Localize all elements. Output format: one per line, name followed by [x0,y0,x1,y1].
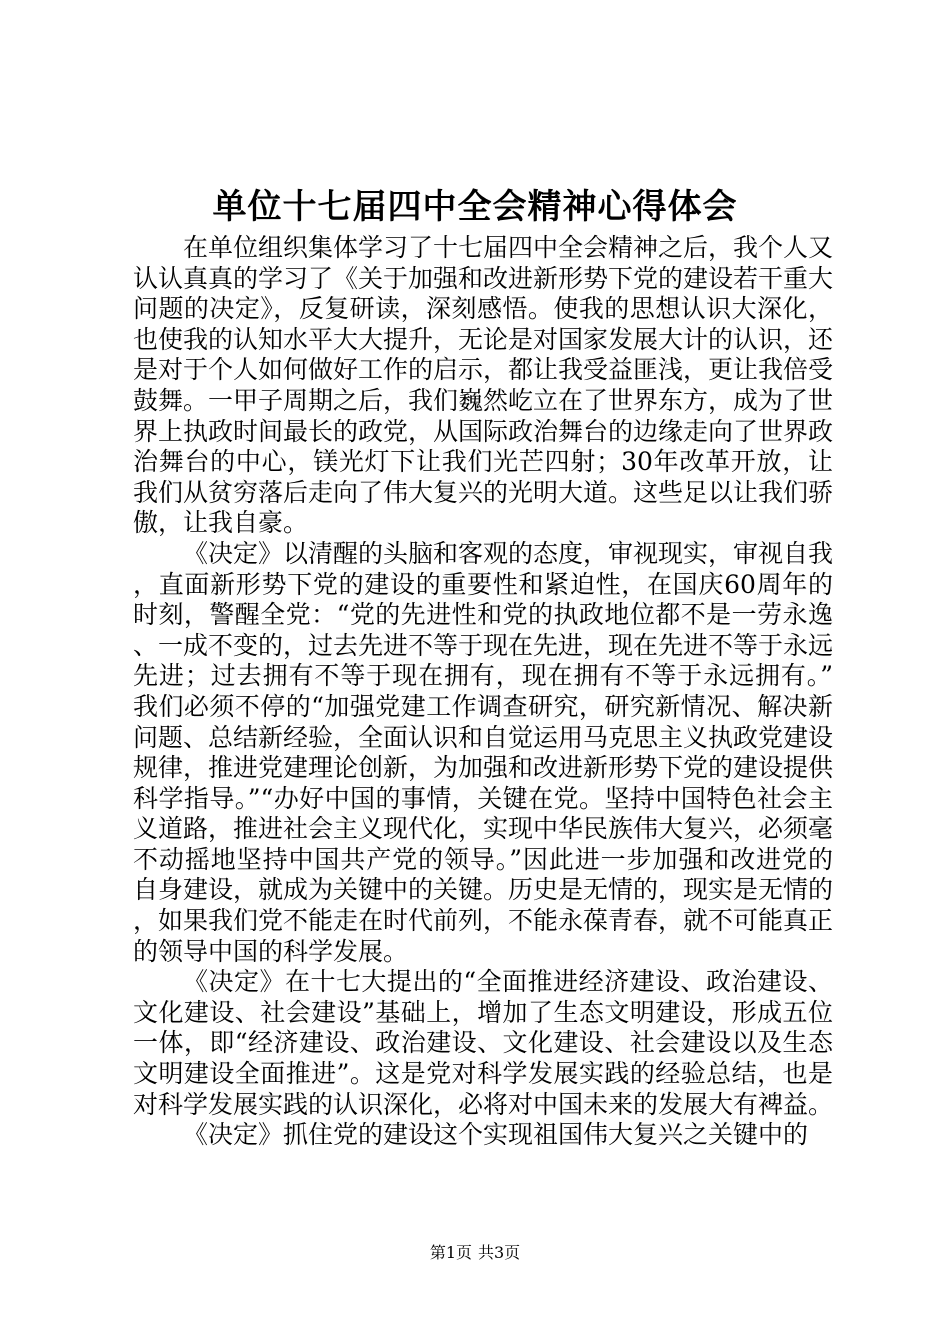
page-number: 第1页 [429,1243,472,1262]
paragraph-3: 《决定》在十七大提出的“全面推进经济建设、政治建设、文化建设、社会建设”基础上，增加了生态文明建设，形成五位一体，即“经济建设、政治建设、文化建设、社会建设以及生态文明建设全面推进”。这是党对科学发展实践的经验总结，也是对科学发展实践的认识深化，必将对中国未来的发展大有裨益。 [133,967,834,1119]
document-body [133,233,833,1151]
paragraph-1: 在单位组织集体学习了十七届四中全会精神之后，我个人又认认真真的学习了《关于加强和改进新形势下党的建设若干重大问题的决定》，反复研读，深刻感悟。使我的思想认识大深化，也使我的认知水平大大提升，无论是对国家发展大计的认识，还是对于个人如何做好工作的启示，都让我受益匪浅，更让我倍受鼓舞。一甲子周期之后，我们巍然屹立在了世界东方，成为了世界上执政时间最长的政党，从国际政治舞台的边缘走向了世界政治舞台的中心，镁光灯下让我们光芒四射；30年改革开放，让我们从贫穷落后走向了伟大复兴的光明大道。这些足以让我们骄傲，让我自豪。 [133,233,834,538]
page-footer [0,1241,950,1265]
page-total: 共3页 [478,1243,521,1262]
paragraph-2: 《决定》以清醒的头脑和客观的态度，审视现实，审视自我，直面新形势下党的建设的重要性和紧迫性，在国庆60周年的时刻，警醒全党：“党的先进性和党的执政地位都不是一劳永逸、一成不变的，过去先进不等于现在先进，现在先进不等于永远先进；过去拥有不等于现在拥有，现在拥有不等于永远拥有。”我们必须不停的“加强党建工作调查研究，研究新情况、解决新问题、总结新经验，全面认识和自觉运用马克思主义执政党建设规律，推进党建理论创新，为加强和改进新形势下党的建设提供科学指导。”“办好中国的事情，关键在党。坚持中国特色社会主义道路，推进社会主义现代化，实现中华民族伟大复兴，必须毫不动摇地坚持中国共产党的领导。”因此进一步加强和改进党的自身建设，就成为关键中的关键。历史是无情的，现实是无情的，如果我们党不能走在时代前列，不能永葆青春，就不可能真正的领导中国的科学发展。 [133,538,834,966]
paragraph-4: 《决定》抓住党的建设这个实现祖国伟大复兴之关键中的 [183,1120,809,1150]
document-title: 单位十七届四中全会精神心得体会 [212,187,738,227]
